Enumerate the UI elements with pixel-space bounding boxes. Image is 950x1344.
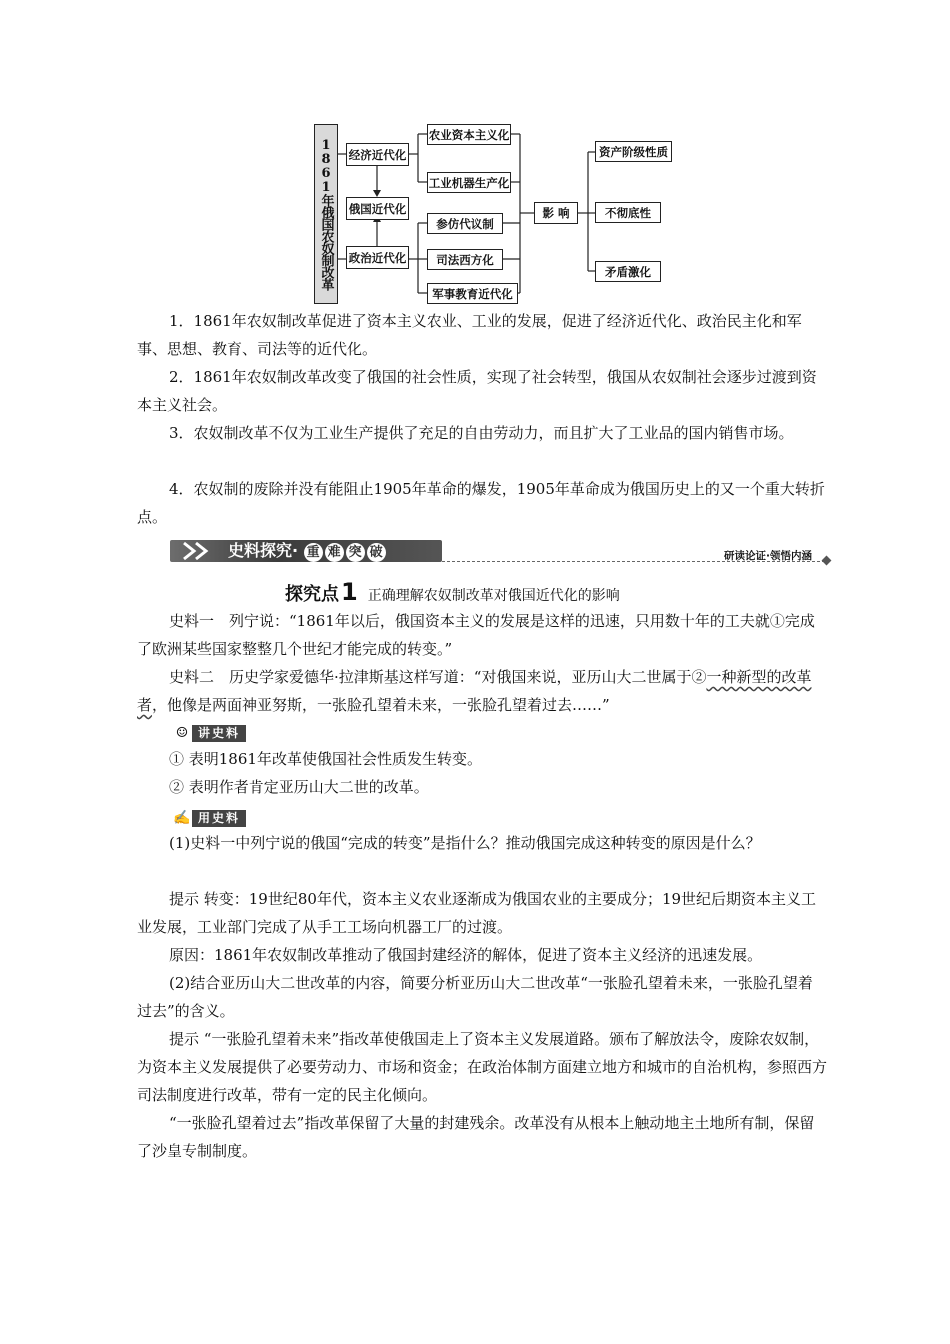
tag-use-sources — [172, 808, 246, 828]
explain-2: ② 表明作者肯定亚历山大二世的改革。 — [169, 778, 429, 796]
summary-item-4: 4．农奴制的废除并没有能阻止1905年革命的爆发，1905年革命成为俄国历史上的又一个重大转折点。 — [137, 480, 825, 526]
node-industrial-machine: 工业机器生产化 — [427, 172, 511, 193]
answer-1-reason: 原因：1861年农奴制改革推动了俄国封建经济的解体，促进了资本主义经济的迅速发展。 — [169, 946, 763, 964]
point-text: 正确理解农奴制改革对俄国近代化的影响 — [367, 588, 620, 604]
node-military-education: 军事教育近代化 — [427, 283, 518, 304]
point-number: 1 — [341, 578, 358, 606]
double-chevron-icon — [178, 540, 228, 562]
source-2-before: 史料二 历史学家爱德华·拉津斯基这样写道：“对俄国来说，亚历山大二世属于② — [169, 668, 707, 686]
diamond-icon — [822, 556, 832, 566]
source-2-after: ，他像是两面神亚努斯，一张脸孔望着未来，一张脸孔望着过去……” — [152, 696, 610, 714]
diagram-title: 1861年俄国农奴制改革 — [314, 124, 338, 304]
banner-subtitle: 研读论证·领悟内涵 — [724, 550, 812, 562]
answer-2-past: “一张脸孔望着过去”指改革保留了大量的封建残余。改革没有从根本上触动地主土地所有制，保留了沙皇专制制度。 — [137, 1114, 815, 1160]
node-political-modernization: 政治近代化 — [346, 246, 409, 269]
pen-icon: ✍ — [173, 810, 191, 826]
answer-2: 提示 “一张脸孔望着未来”指改革使俄国走上了资本主义发展道路。颁布了解放法令，废除农奴制，为资本主义发展提供了必要劳动力、市场和资金；在政治体制方面建立地方和城市的自治机构，参照西方司法制度进行改革，带有一定的民主化倾向。 — [137, 1030, 828, 1104]
tag-use-label: 用史料 — [192, 810, 246, 827]
node-russia-modernization: 俄国近代化 — [346, 197, 409, 220]
tag-explain-label: 讲史料 — [192, 725, 246, 742]
banner-title-text: 史料探究· — [228, 541, 299, 560]
section-banner — [170, 540, 830, 566]
explain-1: ① 表明1861年改革使俄国社会性质发生转变。 — [169, 750, 482, 768]
node-impact: 影 响 — [534, 202, 578, 224]
node-agri-capitalism: 农业资本主义化 — [427, 124, 511, 145]
node-judicial-westernization: 司法西方化 — [427, 249, 503, 270]
reform-diagram — [310, 120, 690, 310]
question-2: (2)结合亚历山大二世改革的内容，简要分析亚历山大二世改革“一张脸孔望着未来，一张脸孔望着过去”的含义。 — [137, 974, 813, 1020]
teacher-icon: ☺ — [175, 725, 189, 741]
summary-item-3: 3．农奴制改革不仅为工业生产提供了充足的自由劳动力，而且扩大了工业品的国内销售市场。 — [169, 424, 794, 442]
answer-1: 提示 转变：19世纪80年代，资本主义农业逐渐成为俄国农业的主要成分；19世纪后期资本主义工业发展，工业部门完成了从手工工场向机器工厂的过渡。 — [137, 890, 817, 936]
node-bourgeois-nature: 资产阶级性质 — [595, 141, 672, 162]
node-economic-modernization: 经济近代化 — [346, 143, 409, 166]
source-2-underlined: 一种新型的改革者 — [137, 668, 812, 714]
banner-char: 难 — [325, 543, 344, 562]
summary-item-1: 1．1861年农奴制改革促进了资本主义农业、工业的发展，促进了经济近代化、政治民主化和军事、思想、教育、司法等的近代化。 — [137, 312, 802, 358]
summary-item-2: 2．1861年农奴制改革改变了俄国的社会性质，实现了社会转型，俄国从农奴制社会逐步过渡到资本主义社会。 — [137, 368, 817, 414]
question-1: (1)史料一中列宁说的俄国“完成的转变”是指什么？推动俄国完成这种转变的原因是什么？ — [169, 834, 761, 852]
tag-explain-sources — [172, 723, 246, 743]
node-intensified-conflict: 矛盾激化 — [595, 261, 661, 282]
source-2 — [137, 663, 827, 719]
exploration-point-heading — [285, 578, 620, 608]
banner-title — [228, 540, 388, 562]
banner-char: 突 — [346, 543, 365, 562]
banner-background — [170, 540, 442, 562]
source-1: 史料一 列宁说：“1861年以后，俄国资本主义的发展是这样的迅速，只用数十年的工夫就①完成了欧洲某些国家整整几个世纪才能完成的转变。” — [137, 612, 815, 658]
node-incompleteness: 不彻底性 — [595, 202, 661, 223]
point-label: 探究点 — [285, 584, 339, 605]
banner-char: 重 — [304, 543, 323, 562]
node-representative-system: 参仿代议制 — [427, 213, 503, 234]
banner-char: 破 — [367, 543, 386, 562]
